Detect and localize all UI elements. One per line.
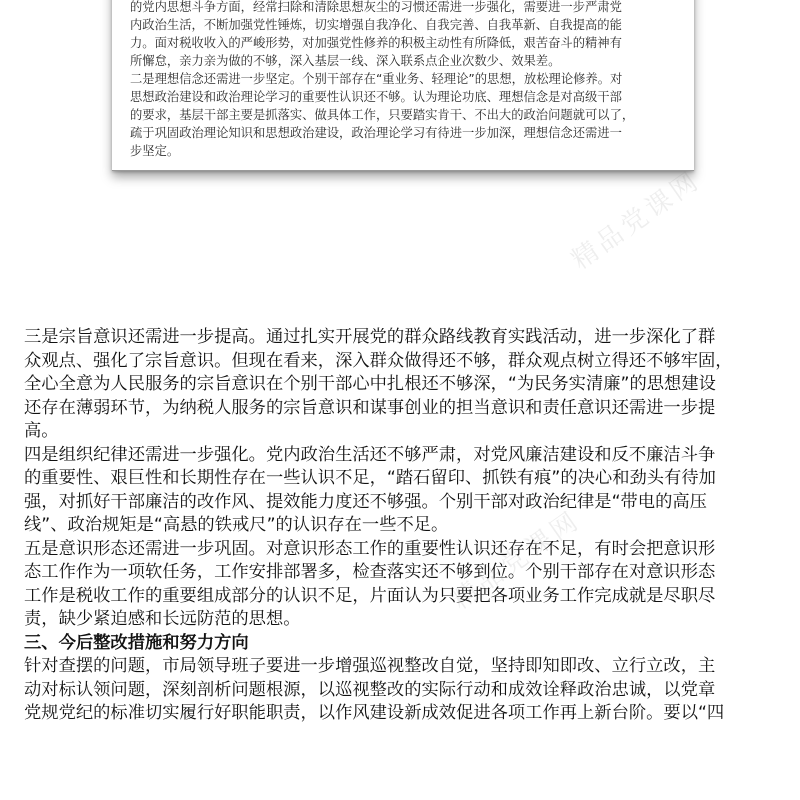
card-line: 二是理想信念还需进一步坚定。个别干部存在“重业务、轻理论”的思想，放松理论修养。对 xyxy=(130,72,623,86)
watermark: 精品党课网 xyxy=(566,165,707,276)
card-line: 步坚定。 xyxy=(130,144,180,158)
body-line: 全心全意为人民服务的宗旨意识在个别干部心中扎根还不够深，“为民务实清廉”的思想建设 xyxy=(24,374,716,394)
card-line: 思想政治建设和政治理论学习的重要性认识还不够。认为理论功底、理想信念是对高级干部 xyxy=(130,90,622,104)
section-heading: 三、今后整改措施和努力方向 xyxy=(24,632,249,653)
card-line: 所懈怠，亲力亲为做的不够，深入基层一线、深入联系点企业次数少、效果差。 xyxy=(130,54,561,68)
card-line: 内政治生活，不断加强党性锤炼，切实增强自我净化、自我完善、自我革新、自我提高的能 xyxy=(130,18,622,32)
body-line: 的重要性、艰巨性和长期性存在一些认识不足，“踏石留印、抓铁有痕”的决心和劲头有待加 xyxy=(24,468,716,488)
document-body xyxy=(24,326,784,726)
body-line: 党规党纪的标准切实履行好职能职责，以作风建设新成效促进各项工作再上新台阶。要以“四 xyxy=(24,703,725,723)
card-line: 的要求，基层干部主要是抓落实、做具体工作，只要踏实肯干、不出大的政治问题就可以了， xyxy=(130,108,635,122)
body-line: 众观点、强化了宗旨意识。但现在看来，深入群众做得还不够，群众观点树立得还不够牢固， xyxy=(24,350,733,371)
body-line: 三是宗旨意识还需进一步提高。通过扎实开展党的群众路线教育实践活动，进一步深化了群 xyxy=(24,327,716,347)
body-line: 态工作作为一项软任务，工作安排部署多，检查落实还不够到位。个别干部存在对意识形态 xyxy=(24,562,716,582)
card-line: 的党内思想斗争方面，经常扫除和清除思想灰尘的习惯还需进一步强化，需要进一步严肃党 xyxy=(130,0,622,14)
body-line: 动对标认领问题，深刻剖析问题根源，以巡视整改的实际行动和成效诠释政治忠诚，以党章 xyxy=(24,679,716,700)
card-line: 力。面对税收收入的严峻形势，对加强党性修养的积极主动性有所降低，艰苦奋斗的精神有 xyxy=(130,36,622,50)
card-line: 疏于巩固政治理论知识和思想政治建设，政治理论学习有待进一步加深，理想信念还需进一 xyxy=(130,126,622,140)
body-line: 五是意识形态还需进一步巩固。对意识形态工作的重要性认识还存在不足，有时会把意识形 xyxy=(24,538,716,559)
watermark: 精品党课网 xyxy=(446,505,587,616)
body-line: 线”、政治规矩是“高悬的铁戒尺”的认识存在一些不足。 xyxy=(24,515,449,535)
body-line: 还存在薄弱环节，为纳税人服务的宗旨意识和谋事创业的担当意识和责任意识还需进一步提 xyxy=(24,397,716,418)
body-line: 高。 xyxy=(24,421,59,441)
body-line: 四是组织纪律还需进一步强化。党内政治生活还不够严肃，对党风廉洁建设和反不廉洁斗争 xyxy=(24,444,716,465)
body-line: 强，对抓好干部廉洁的改作风、提效能力度还不够强。个别干部对政治纪律是“带电的高压 xyxy=(24,491,707,512)
document-page-card xyxy=(112,0,694,171)
body-line: 针对查摆的问题，市局领导班子要进一步增强巡视整改自觉，坚持即知即改、立行立改，主 xyxy=(24,656,716,676)
card-text-block xyxy=(130,0,690,160)
body-line: 工作是税收工作的重要组成部分的认识不足，片面认为只要把各项业务工作完成就是尽职尽 xyxy=(24,585,716,606)
body-line: 责，缺少紧迫感和长远防范的思想。 xyxy=(24,609,301,629)
